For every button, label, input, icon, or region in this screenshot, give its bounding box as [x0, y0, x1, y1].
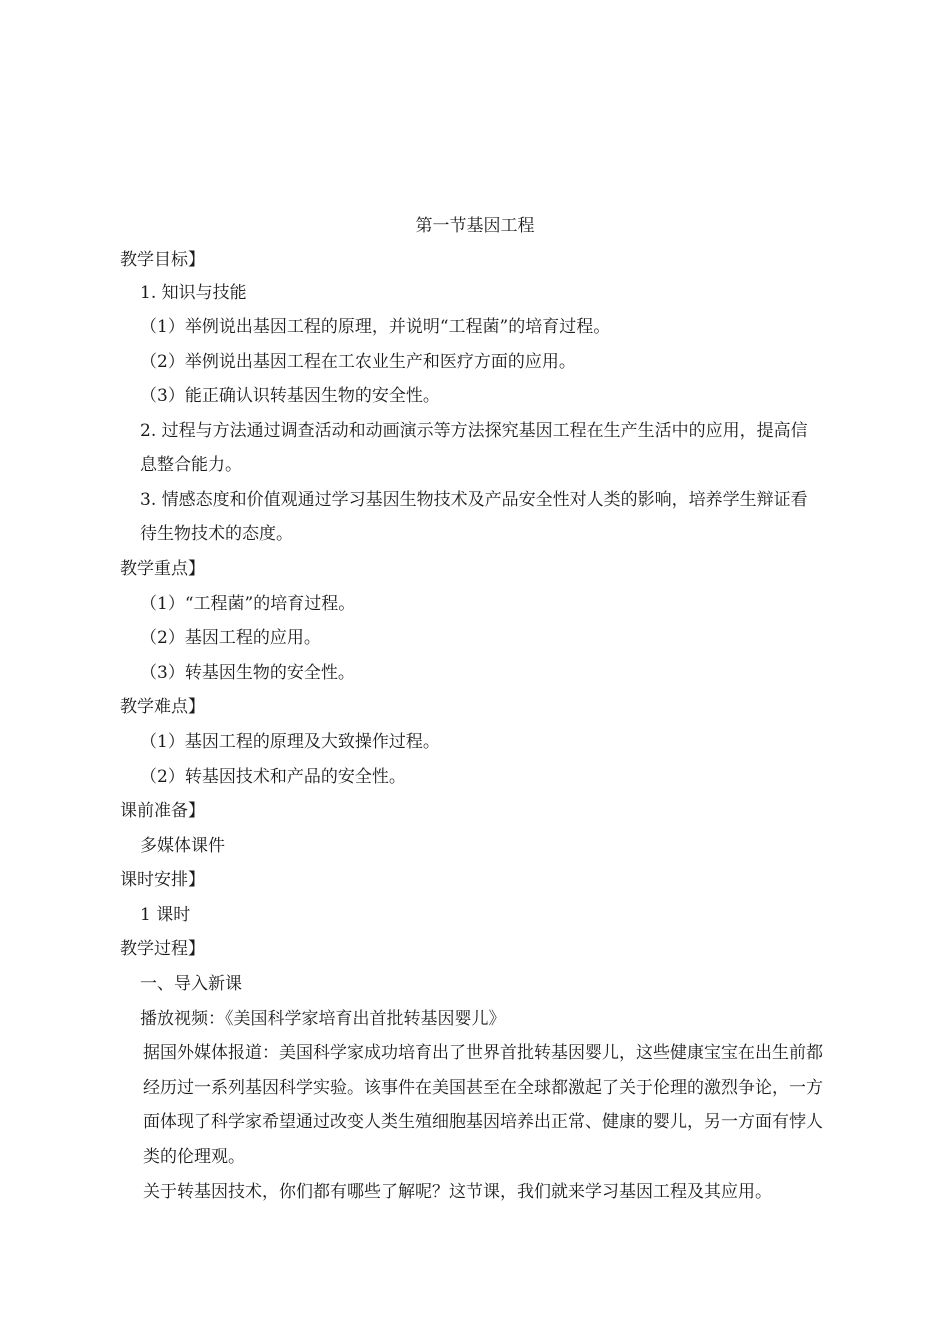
process-heading: 教学过程】 — [120, 939, 205, 959]
preparation-heading: 课前准备】 — [120, 801, 205, 821]
attitude-line: 待生物技术的态度。 — [140, 524, 293, 544]
attitude-line: 3. 情感态度和价值观通过学习基因生物技术及产品安全性对人类的影响，培养学生辩证看 — [140, 490, 808, 510]
process-method-line: 2. 过程与方法通过调查活动和动画演示等方法探究基因工程在生产生活中的应用，提高信 — [140, 421, 808, 441]
report-line: 据国外媒体报道：美国科学家成功培育出了世界首批转基因婴儿，这些健康宝宝在出生前都 — [143, 1043, 823, 1063]
schedule-text: 1 课时 — [140, 905, 191, 925]
key-point-item: （1）“工程菌”的培育过程。 — [140, 594, 356, 614]
schedule-heading: 课时安排】 — [120, 870, 205, 890]
key-points-heading: 教学重点】 — [120, 559, 205, 579]
difficulty-item: （1）基因工程的原理及大致操作过程。 — [140, 732, 440, 752]
report-line: 类的伦理观。 — [143, 1147, 245, 1167]
video-line: 播放视频：《美国科学家培育出首批转基因婴儿》 — [140, 1009, 506, 1029]
report-line: 经历过一系列基因科学实验。该事件在美国甚至在全球都激起了关于伦理的激烈争论，一方 — [143, 1078, 823, 1098]
difficulties-heading: 教学难点】 — [120, 697, 205, 717]
key-point-item: （3）转基因生物的安全性。 — [140, 663, 355, 683]
knowledge-item: （2）举例说出基因工程在工农业生产和医疗方面的应用。 — [140, 352, 576, 372]
knowledge-item: （1）举例说出基因工程的原理，并说明“工程菌”的培育过程。 — [140, 317, 611, 337]
process-method-line: 息整合能力。 — [140, 455, 242, 475]
key-point-item: （2）基因工程的应用。 — [140, 628, 321, 648]
report-line: 面体现了科学家希望通过改变人类生殖细胞基因培养出正常、健康的婴儿，另一方面有悖人 — [143, 1112, 823, 1132]
knowledge-heading: 1. 知识与技能 — [140, 283, 247, 303]
objectives-heading: 教学目标】 — [120, 250, 205, 270]
preparation-text: 多媒体课件 — [140, 836, 225, 856]
section-intro-heading: 一、导入新课 — [140, 974, 242, 994]
closing-line: 关于转基因技术，你们都有哪些了解呢？这节课，我们就来学习基因工程及其应用。 — [143, 1182, 772, 1202]
page-title: 第一节基因工程 — [415, 216, 535, 236]
difficulty-item: （2）转基因技术和产品的安全性。 — [140, 767, 406, 787]
knowledge-item: （3）能正确认识转基因生物的安全性。 — [140, 386, 440, 406]
